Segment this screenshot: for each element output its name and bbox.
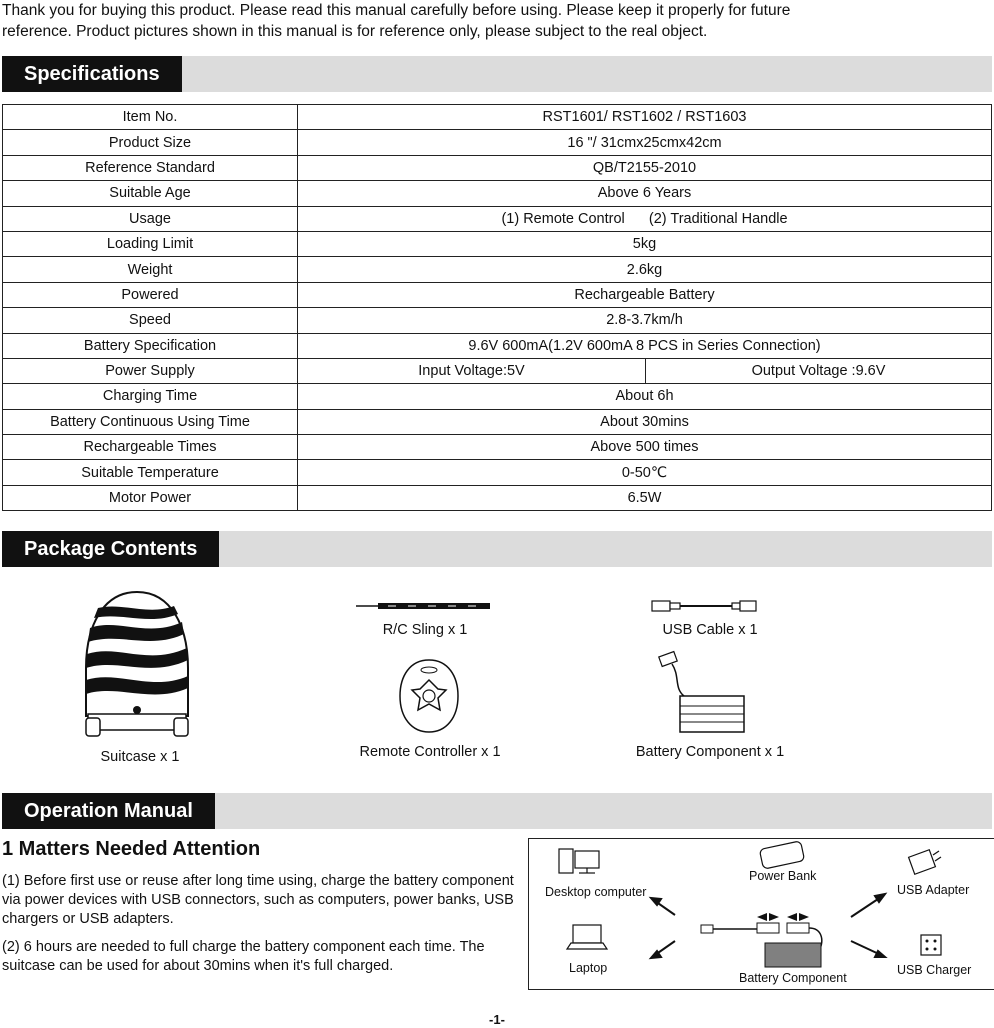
spec-key: Rechargeable Times <box>3 435 298 460</box>
spec-row <box>3 333 992 358</box>
battery-component-label: Battery Component x 1 <box>635 744 785 760</box>
usb-cable-image <box>650 597 758 615</box>
intro-line-1: Thank you for buying this product. Please read this manual carefully before using. Please keep it properly for future <box>2 2 791 19</box>
spec-row <box>3 257 992 282</box>
power-bank-icon <box>759 841 804 869</box>
package-contents-title: Package Contents <box>2 531 219 567</box>
charging-diagram <box>528 838 994 990</box>
spec-row <box>3 181 992 206</box>
spec-key: Weight <box>3 257 298 282</box>
spec-key: Item No. <box>3 105 298 130</box>
spec-value: RST1601/ RST1602 / RST1603 <box>298 105 992 130</box>
usb-charger-label: USB Charger <box>897 963 972 977</box>
spec-row <box>3 130 992 155</box>
spec-row <box>3 409 992 434</box>
page-number: -1- <box>489 1012 505 1027</box>
spec-value: 16 "/ 31cmx25cmx42cm <box>298 130 992 155</box>
desktop-computer-label: Desktop computer <box>545 885 647 899</box>
laptop-icon <box>567 925 607 949</box>
spec-row <box>3 282 992 307</box>
spec-row <box>3 206 992 231</box>
spec-key: Reference Standard <box>3 155 298 180</box>
usb-adapter-label: USB Adapter <box>897 883 970 897</box>
attention-paragraph-1: (1) Before first use or reuse after long time using, charge the battery component via power devices with USB connectors, such as computers, power banks, USB chargers or USB adapters. <box>2 873 514 927</box>
spec-row <box>3 308 992 333</box>
spec-row <box>3 384 992 409</box>
desktop-computer-icon <box>559 849 599 873</box>
spec-value: Above 500 times <box>298 435 992 460</box>
specifications-table <box>2 104 992 511</box>
battery-component-diagram-label: Battery Component <box>739 971 847 985</box>
power-bank-label: Power Bank <box>749 869 817 883</box>
remote-controller-label: Remote Controller x 1 <box>359 744 501 760</box>
spec-value: 0-50℃ <box>298 460 992 485</box>
suitcase-image <box>78 588 196 740</box>
sling-image <box>354 598 494 614</box>
spec-value: 2.8-3.7km/h <box>298 308 992 333</box>
spec-row <box>3 105 992 130</box>
battery-component-image <box>650 650 750 738</box>
spec-value: QB/T2155-2010 <box>298 155 992 180</box>
spec-row <box>3 435 992 460</box>
spec-value: About 6h <box>298 384 992 409</box>
spec-key: Powered <box>3 282 298 307</box>
spec-key: Suitable Temperature <box>3 460 298 485</box>
laptop-label: Laptop <box>569 961 608 975</box>
spec-value: 2.6kg <box>298 257 992 282</box>
spec-value: Above 6 Years <box>298 181 992 206</box>
spec-key: Product Size <box>3 130 298 155</box>
spec-row <box>3 155 992 180</box>
spec-key: Battery Continuous Using Time <box>3 409 298 434</box>
spec-row <box>3 460 992 485</box>
spec-key: Loading Limit <box>3 231 298 256</box>
plug-arrows-icon <box>757 913 809 921</box>
spec-value: Rechargeable Battery <box>298 282 992 307</box>
remote-controller-image <box>394 656 464 736</box>
spec-value: 5kg <box>298 231 992 256</box>
usb-charger-icon <box>921 935 941 955</box>
specifications-header <box>2 56 992 92</box>
spec-key: Charging Time <box>3 384 298 409</box>
spec-key: Power Supply <box>3 358 298 383</box>
sling-label: R/C Sling x 1 <box>382 622 468 638</box>
operation-manual-title: Operation Manual <box>2 793 215 829</box>
intro-text <box>2 0 992 42</box>
spec-key: Speed <box>3 308 298 333</box>
spec-key: Motor Power <box>3 485 298 510</box>
spec-value: 6.5W <box>298 485 992 510</box>
suitcase-label: Suitcase x 1 <box>100 749 180 765</box>
spec-key: Battery Specification <box>3 333 298 358</box>
spec-value-input: Input Voltage:5V <box>298 358 646 383</box>
spec-value: About 30mins <box>298 409 992 434</box>
spec-row <box>3 231 992 256</box>
usb-cable-label: USB Cable x 1 <box>662 622 758 638</box>
package-contents-header <box>2 531 992 567</box>
specifications-title: Specifications <box>2 56 182 92</box>
intro-line-2: reference. Product pictures shown in this manual is for reference only, please subject to the real object. <box>2 23 708 40</box>
spec-row <box>3 358 992 383</box>
battery-component-icon <box>701 923 822 967</box>
attention-heading: 1 Matters Needed Attention <box>2 838 261 860</box>
operation-manual-header <box>2 793 992 829</box>
attention-paragraph-2: (2) 6 hours are needed to full charge the battery component each time. The suitcase can be used for about 30mins when it's full charged. <box>2 939 485 974</box>
spec-value-output: Output Voltage :9.6V <box>646 358 992 383</box>
spec-row <box>3 485 992 510</box>
spec-value: (1) Remote Control (2) Traditional Handle <box>298 206 992 231</box>
spec-key: Usage <box>3 206 298 231</box>
usb-adapter-icon <box>909 850 941 874</box>
spec-key: Suitable Age <box>3 181 298 206</box>
spec-value: 9.6V 600mA(1.2V 600mA 8 PCS in Series Connection) <box>298 333 992 358</box>
